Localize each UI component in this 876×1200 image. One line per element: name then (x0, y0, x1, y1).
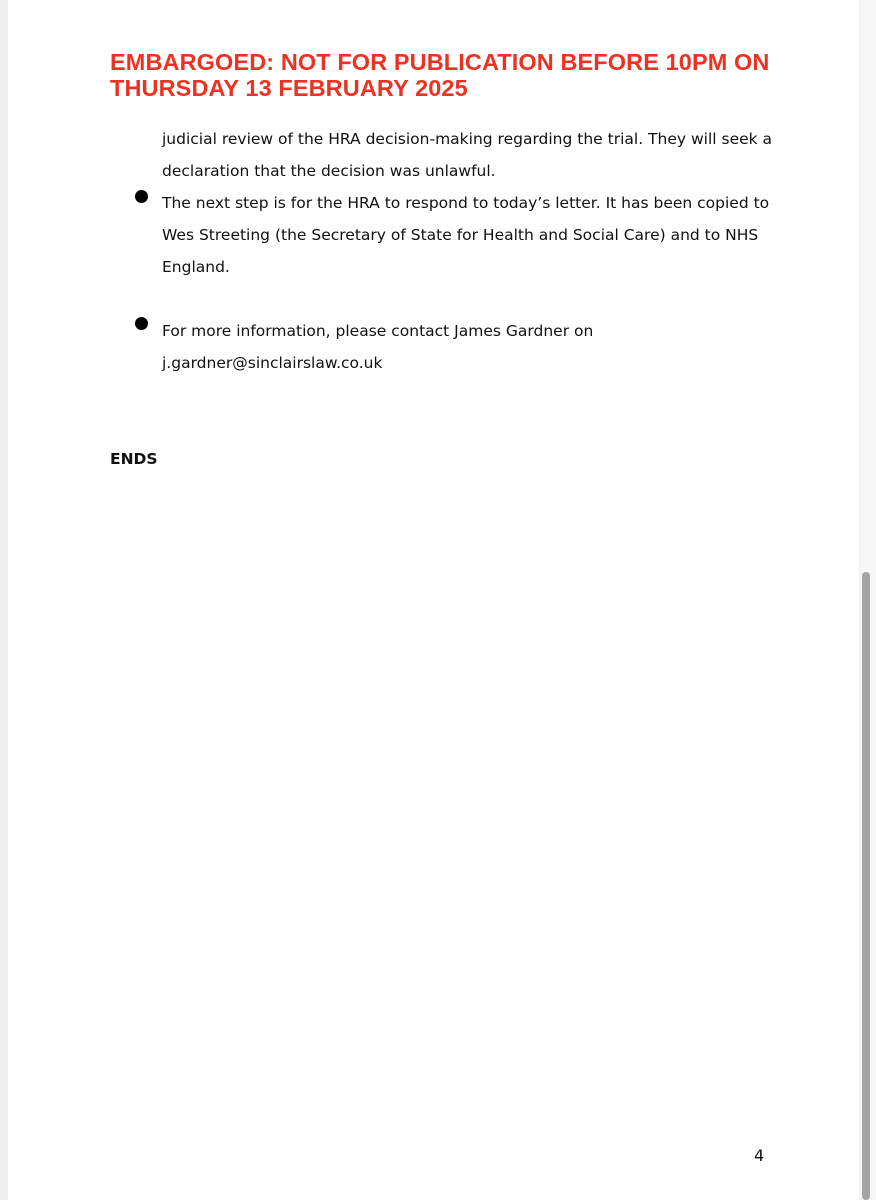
continued-paragraph: judicial review of the HRA decision-making regarding the trial. They will seek a declaration that the decision was unlawful. (162, 130, 773, 180)
bullet-point-icon (135, 317, 148, 330)
bullet-item-contact: For more information, please contact James Gardner on j.gardner@sinclairslaw.co.uk (162, 322, 594, 372)
bullet-point-icon (135, 190, 148, 203)
embargo-heading: EMBARGOED: NOT FOR PUBLICATION BEFORE 10PM ON THURSDAY 13 FEBRUARY 2025 (110, 49, 770, 101)
scrollbar-thumb[interactable] (862, 572, 870, 1200)
ends-label: ENDS (110, 450, 158, 468)
document-page (8, 0, 859, 1200)
page-number: 4 (754, 1146, 765, 1165)
bullet-item-next-step: The next step is for the HRA to respond to today’s letter. It has been copied to Wes Streeting (the Secretary of State for Health and Social Care) and to NHS England. (162, 194, 770, 276)
